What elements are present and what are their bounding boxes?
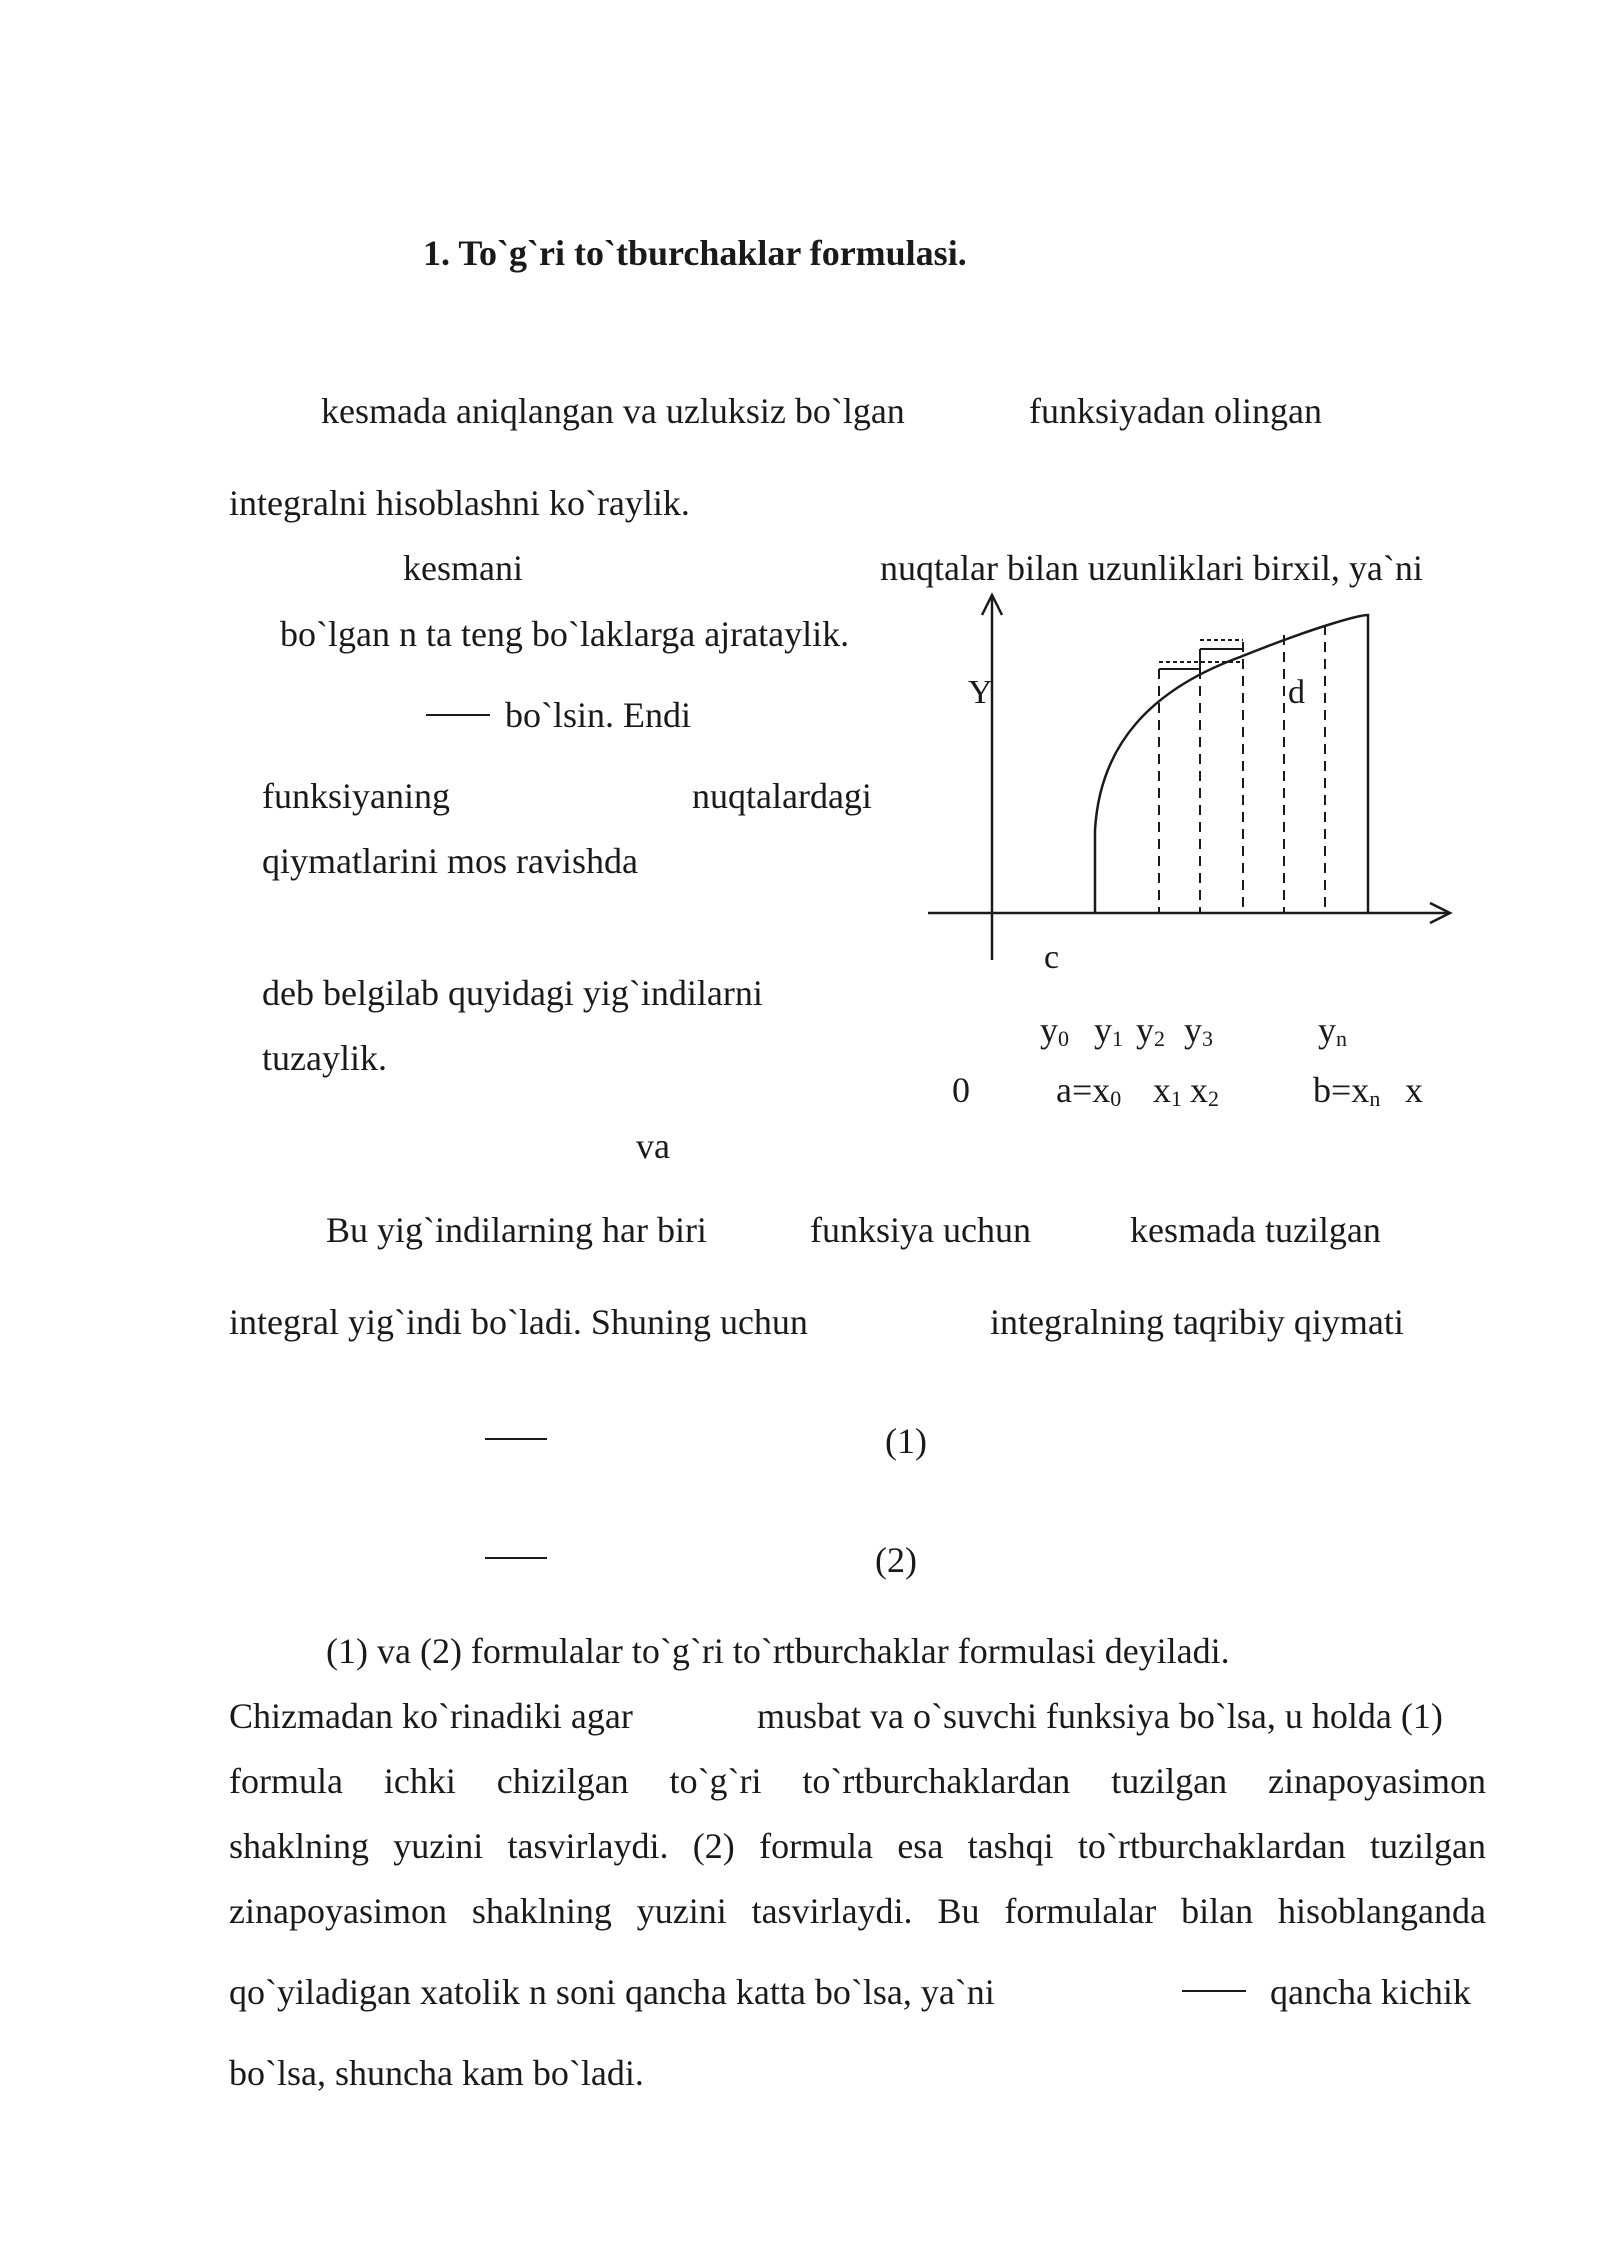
para4-line6-end: qancha kichik <box>1270 1972 1471 2012</box>
para1-line1-start: kesmada aniqlangan va uzluksiz bo`lgan <box>321 391 905 431</box>
fraction-bar-formula2 <box>485 1557 547 1559</box>
y1-label: $y_1$ <box>1094 1010 1123 1051</box>
para2-line7: tuzaylik. <box>262 1038 387 1078</box>
para2-va: va <box>636 1126 670 1166</box>
x2-label: $x_2$ <box>1190 1070 1219 1111</box>
para3-line1-end: kesmada tuzilgan <box>1130 1210 1381 1250</box>
yn-label: $y_n$ <box>1318 1010 1347 1051</box>
para4-line2-end: musbat va o`suvchi funksiya bo`lsa, u holda (1) <box>757 1696 1443 1736</box>
para2-line3: bo`lsin. Endi <box>505 695 691 735</box>
para3-line2-end: integralning taqribiy qiymati <box>990 1302 1404 1342</box>
para4-line2-start: Chizmadan ko`rinadiki agar <box>229 1696 633 1736</box>
para2-line1-start: kesmani <box>403 548 523 588</box>
fraction-bar-formula1 <box>485 1438 547 1440</box>
formula1-number: (1) <box>885 1421 927 1461</box>
function-curve <box>1095 615 1368 913</box>
y-axis-label: Y <box>968 674 993 711</box>
para1-line1-end: funksiyadan olingan <box>1029 391 1322 431</box>
para4-line4: shaklning yuzini tasvirlaydi. (2) formula esa tashqi to`rtburchaklardan tuzilgan <box>229 1826 1486 1866</box>
y2-label: $y_2$ <box>1136 1010 1165 1051</box>
para3-line1-middle: funksiya uchun <box>810 1210 1031 1250</box>
a-label: $a=x_0$ <box>1056 1070 1122 1111</box>
b-label: $b=x_n$ <box>1313 1070 1381 1111</box>
para2-line1-end: nuqtalar bilan uzunliklari birxil, ya`ni <box>880 548 1423 588</box>
para2-line4-start: funksiyaning <box>262 776 450 816</box>
para2-line6: deb belgilab quyidagi yig`indilarni <box>262 973 763 1013</box>
x-axis-label: x <box>1405 1070 1423 1110</box>
origin-label: 0 <box>952 1070 970 1110</box>
d-label: d <box>1288 674 1305 711</box>
para3-line2-start: integral yig`indi bo`ladi. Shuning uchun <box>229 1302 808 1342</box>
para4-line3: formula ichki chizilgan to`g`ri to`rtburchaklardan tuzilgan zinapoyasimon <box>229 1761 1486 1801</box>
fraction-bar-h <box>426 714 490 716</box>
fraction-bar-h2 <box>1182 1990 1246 1992</box>
para4-line1: (1) va (2) formulalar to`g`ri to`rtburchaklar formulasi deyiladi. <box>326 1631 1230 1671</box>
y3-label: $y_3$ <box>1184 1010 1213 1051</box>
para4-line5: zinapoyasimon shaklning yuzini tasvirlaydi. Bu formulalar bilan hisoblanganda <box>229 1891 1486 1931</box>
y0-label: $y_0$ <box>1040 1010 1069 1051</box>
c-label: c <box>1044 939 1060 976</box>
para2-line4-end: nuqtalardagi <box>692 776 872 816</box>
formula2-number: (2) <box>875 1540 917 1580</box>
para1-line2: integralni hisoblashni ko`raylik. <box>229 483 690 523</box>
para3-line1-start: Bu yig`indilarning har biri <box>326 1210 707 1250</box>
para2-line5: qiymatlarini mos ravishda <box>262 841 638 881</box>
para4-line7: bo`lsa, shuncha kam bo`ladi. <box>229 2053 644 2093</box>
para4-line6-start: qo`yiladigan xatolik n soni qancha katta bo`lsa, ya`ni <box>229 1972 995 2012</box>
para2-line2: bo`lgan n ta teng bo`laklarga ajrataylik. <box>280 614 850 654</box>
x1-label: $x_1$ <box>1153 1070 1182 1111</box>
page-title: 1. To`g`ri to`tburchaklar formulasi. <box>423 233 967 273</box>
